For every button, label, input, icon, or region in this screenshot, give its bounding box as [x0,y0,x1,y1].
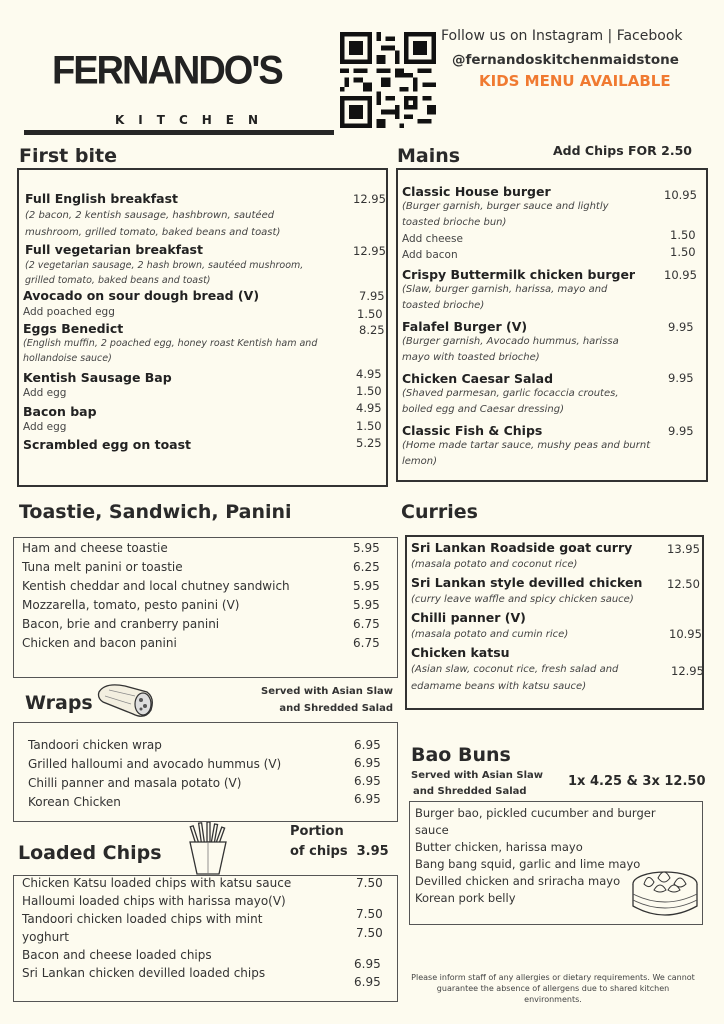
menu-item [23,321,386,366]
item-price: 8.25 [359,323,385,337]
item-description: (Burger garnish, Avocado hummus, harissa mayo with toasted brioche) [402,336,619,363]
item-price: 9.95 [668,371,694,385]
item-name: Chicken Caesar Salad [402,371,554,386]
list-item: Tandoori chicken loaded chips with mint yoghurt [22,912,263,944]
item-price: 6.25 [353,560,380,574]
list-item: Sri Lankan chicken devilled loaded chips [22,966,266,980]
dim-sum-basket-icon [630,862,700,922]
item-price: 4.95 [356,367,382,381]
allergy-notice: Please inform staff of any allergies or dietary requirements. We cannot guarantee the absence of allergens due to shared kitchen environments. [411,973,695,1004]
list-item: Bacon, brie and cranberry panini [22,617,220,631]
item-addon: Add bacon [402,249,458,261]
menu-item [402,319,706,366]
note-line: and Shredded Salad [279,703,393,714]
toastie-items [22,539,290,653]
item-price: 12.95 [353,244,386,258]
list-item: Devilled chicken and sriracha mayo [415,874,621,888]
item-description: (masala potato and coconut rice) [411,559,578,570]
menu-item [402,423,706,470]
list-item: Tuna melt panini or toastie [22,560,183,574]
item-name: Eggs Benedict [23,321,124,336]
logo-subtitle: KITCHEN [115,113,273,127]
item-description: (Slaw, burger garnish, harissa, mayo and toasted brioche) [402,284,608,311]
addon-price: 1.50 [670,228,696,242]
item-price: 5.95 [353,541,380,555]
item-name: Bacon bap [23,404,97,419]
bao-served-note [411,768,543,800]
list-item: Halloumi loaded chips with harissa mayo(V) [22,894,286,908]
section-title-first-bite: First bite [19,145,117,167]
curries-box [405,535,704,710]
menu-item [23,288,386,318]
item-description: (English muffin, 2 poached egg, honey roast Kentish ham and hollandoise sauce) [23,338,318,364]
item-name: Chilli panner (V) [411,610,526,625]
section-title-mains: Mains [397,145,461,167]
item-price: 12.95 [671,664,704,678]
menu-item [23,437,386,452]
item-price: 6.75 [353,617,380,631]
section-title-loaded-chips: Loaded Chips [18,842,162,864]
list-item: Ham and cheese toastie [22,541,168,555]
social-follow-text: Follow us on Instagram | Facebook [441,28,683,44]
item-addon: Add poached egg [23,306,115,318]
portion-label: of chips [290,844,348,859]
section-title-toastie: Toastie, Sandwich, Panini [19,501,292,523]
section-title-bao-buns: Bao Buns [411,744,511,766]
list-item: Grilled halloumi and avocado hummus (V) [28,757,282,771]
item-price: 13.95 [667,542,700,556]
menu-item [402,184,706,263]
item-addon: Add egg [23,387,67,399]
wrap-burrito-icon [95,680,157,720]
list-item: Chicken and bacon panini [22,636,177,650]
item-name: Falafel Burger (V) [402,319,528,334]
portion-of-chips [290,822,389,862]
item-price: 5.95 [353,598,380,612]
item-price: 4.95 [356,401,382,415]
wraps-served-note [240,683,393,717]
item-name: Full English breakfast [25,191,179,206]
item-name: Full vegetarian breakfast [25,242,203,257]
item-name: Classic Fish & Chips [402,423,543,438]
mains-box [396,168,708,482]
item-name: Chicken katsu [411,645,510,660]
first-bite-box [17,168,388,487]
section-title-curries: Curries [401,501,478,523]
portion-label: Portion [290,824,344,839]
item-name: Avocado on sour dough bread (V) [23,288,260,303]
item-price: 10.95 [669,627,702,641]
wraps-box [13,722,398,822]
instagram-handle[interactable]: @fernandoskitchenmaidstone [452,52,679,68]
list-item: Mozzarella, tomato, pesto panini (V) [22,598,240,612]
menu-item [23,404,386,433]
menu-item [23,370,386,399]
menu-item [25,188,386,241]
item-addon: Add egg [23,421,67,433]
menu-item [25,239,386,288]
add-chips-note: Add Chips FOR 2.50 [553,143,693,158]
item-price: 6.95 [354,738,381,752]
list-item: Korean pork belly [415,891,516,905]
bao-box [409,801,703,925]
note-line: Served with Asian Slaw [261,686,393,697]
qr-code-icon[interactable] [340,32,436,128]
item-name: Kentish Sausage Bap [23,370,172,385]
wraps-prices [354,736,381,808]
note-line: and Shredded Salad [413,786,527,797]
curries-items [411,539,651,695]
portion-price: 3.95 [356,844,389,859]
item-price: 7.50 [356,907,383,921]
list-item: Burger bao, pickled cucumber and burger sauce [415,806,656,837]
item-price: 9.95 [668,320,694,334]
item-name: Classic House burger [402,184,551,199]
item-price: 6.75 [353,636,380,650]
section-title-wraps: Wraps [25,692,93,714]
item-description: (2 bacon, 2 kentish sausage, hashbrown, sautéed mushroom, grilled tomato, baked beans and toast) [25,210,281,238]
item-price: 10.95 [664,188,697,202]
item-price: 12.50 [667,577,700,591]
item-description: (Asian slaw, coconut rice, fresh salad and edamame beans with katsu sauce) [411,664,619,692]
list-item: Chicken Katsu loaded chips with katsu sauce [22,876,292,890]
list-item: Tandoori chicken wrap [28,738,162,752]
item-price: 6.95 [354,792,381,806]
item-price: 6.95 [354,957,381,971]
item-price: 7.50 [356,926,383,940]
item-price: 7.50 [356,876,383,890]
wraps-items [28,736,281,812]
item-price: 5.95 [353,579,380,593]
item-name: Scrambled egg on toast [23,437,192,452]
item-addon: Add cheese [402,233,463,245]
list-item: Bacon and cheese loaded chips [22,948,212,962]
addon-price: 1.50 [357,307,383,321]
restaurant-logo: FERNANDO'S [52,48,282,94]
item-price: 6.95 [354,774,381,788]
bao-pricing: 1x 4.25 & 3x 12.50 [568,774,706,789]
item-name: Crispy Buttermilk chicken burger [402,267,636,282]
menu-item [402,267,706,314]
item-description: (Shaved parmesan, garlic focaccia croutes, boiled egg and Caesar dressing) [402,388,619,415]
item-price: 6.95 [354,975,381,989]
item-price: 9.95 [668,424,694,438]
list-item: Kentish cheddar and local chutney sandwich [22,579,290,593]
item-name: Sri Lankan style devilled chicken [411,575,643,590]
loaded-chips-box [13,875,398,1002]
loaded-items [22,874,292,982]
item-price: 7.95 [359,289,385,303]
list-item: Bang bang squid, garlic and lime mayo [415,857,641,871]
item-description: (curry leave waffle and spicy chicken sauce) [411,594,634,605]
fries-icon [183,822,233,876]
item-description: (Burger garnish, burger sauce and lightly toasted brioche bun) [402,201,609,228]
item-description: (masala potato and cumin rice) [411,629,569,640]
addon-price: 1.50 [670,245,696,259]
item-name: Sri Lankan Roadside goat curry [411,540,633,555]
item-price: 12.95 [353,192,386,206]
item-price: 10.95 [664,268,697,282]
item-price: 5.25 [356,436,382,450]
list-item: Korean Chicken [28,795,121,809]
toastie-box [13,537,398,678]
addon-price: 1.50 [356,419,382,433]
addon-price: 1.50 [356,384,382,398]
note-line: Served with Asian Slaw [411,770,543,781]
item-description: (Home made tartar sauce, mushy peas and burnt lemon) [402,440,651,467]
item-price: 6.95 [354,756,381,770]
list-item: Chilli panner and masala potato (V) [28,776,242,790]
item-description: (2 vegetarian sausage, 2 hash brown, sautéed mushroom, grilled tomato, baked beans and toast) [25,260,304,286]
list-item: Butter chicken, harissa mayo [415,840,583,854]
toastie-prices [353,539,380,653]
menu-item [402,371,706,418]
kids-menu-banner: KIDS MENU AVAILABLE [479,72,671,90]
logo-divider [24,130,334,135]
